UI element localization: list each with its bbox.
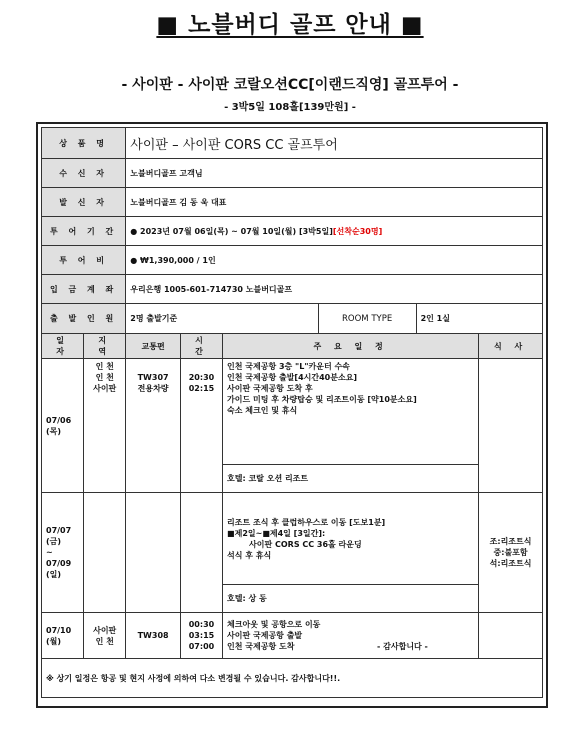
- product-value: 사이판 – 사이판 CORS CC 골프투어: [126, 128, 543, 159]
- day5-time-line: 03:15: [188, 631, 215, 640]
- day2-date-line: (일): [46, 570, 62, 579]
- day1-region-line: 사이판: [93, 384, 117, 393]
- day2-plan-line: ■제2일~■제4일 [3일간]:: [227, 528, 326, 538]
- day1-transport-line: 전용차량: [137, 384, 169, 393]
- page-subtitle: - 사이판 - 사이판 코랄오션CC[이랜드직영] 골프투어 -: [121, 77, 459, 93]
- day1-plan: [223, 359, 479, 465]
- header-transport: 교통편: [126, 334, 181, 359]
- itinerary-table: [41, 127, 543, 698]
- day5-plan-line: 사이판 국제공항 출발: [227, 631, 303, 640]
- row-recipient: [42, 159, 543, 188]
- footer-row: [42, 659, 543, 698]
- header-time: 시 간: [180, 334, 222, 359]
- header-region: 지 역: [84, 334, 126, 359]
- day1-time-line: 02:15: [188, 384, 215, 393]
- day2-meal-line: 조:리조트식: [489, 537, 532, 546]
- day2-date: [42, 493, 84, 613]
- day1-date-line: (목): [46, 426, 62, 436]
- room-type-value: 2인 1실: [416, 304, 542, 334]
- day1-plan-line: 사이판 국제공항 도착 후: [227, 384, 313, 393]
- day2-meal-line: 석:리조트식: [489, 559, 532, 568]
- day2-time: [180, 493, 222, 613]
- day1-plan-line: 숙소 체크인 및 휴식: [227, 406, 298, 415]
- room-type-label: ROOM TYPE: [318, 304, 416, 334]
- day5-region-line: 사이판: [93, 625, 117, 635]
- day1-plan-line: 인천 국제공항 출발[4시간40분소요]: [227, 373, 358, 382]
- day5-meal: [479, 613, 543, 659]
- period-dates: ● 2023년 07월 06일(목) ~ 07월 10일(월) [3박5일]: [130, 226, 333, 236]
- day1-time-line: [185, 361, 218, 372]
- departure-value: 2명 출발기준: [126, 304, 318, 334]
- schedule-row-day5: [42, 613, 543, 659]
- schedule-row-day1: [42, 359, 543, 465]
- row-product: [42, 128, 543, 159]
- day5-date-line: (월): [46, 636, 62, 646]
- day5-region: [84, 613, 126, 659]
- day2-date-line: 07/09: [46, 559, 72, 568]
- day5-plan-line: 체크아웃 및 공항으로 이동: [227, 620, 321, 629]
- schedule-row-day2-4: [42, 493, 543, 585]
- fee-value: ● ₩1,390,000 / 1인: [126, 246, 543, 275]
- day1-time-line: 20:30: [188, 373, 215, 382]
- day5-transport: TW308: [126, 613, 181, 659]
- day5-plan-line: [227, 641, 474, 652]
- thanks-text: - 감사합니다 -: [377, 642, 428, 651]
- page-subtitle-secondary: - 3박5일 108홀[139만원] -: [224, 102, 356, 113]
- sender-value: 노블버디골프 김 동 욱 대표: [126, 188, 543, 217]
- day1-region-line: 인 천: [95, 362, 114, 371]
- day2-date-line: 07/07: [46, 526, 72, 535]
- day2-meal-line: 중:불포함: [493, 548, 528, 557]
- period-value: [126, 217, 543, 246]
- recipient-value: 노블버디골프 고객님: [126, 159, 543, 188]
- day2-hotel: 호텔: 상 동: [223, 585, 479, 613]
- schedule-header-row: [42, 334, 543, 359]
- header-meal: 식 사: [479, 334, 543, 359]
- period-label: 투 어 기 간: [42, 217, 126, 246]
- day1-transport: [126, 359, 181, 493]
- account-label: 입 금 계 좌: [42, 275, 126, 304]
- day1-plan-line: 인천 국제공항 3층 "L"카운터 수속: [227, 362, 350, 371]
- footer-note: ※ 상기 일정은 항공 및 현지 사정에 의하여 다소 변경될 수 있습니다. 감사합니다!!.: [42, 659, 543, 698]
- sender-label: 발 신 자: [42, 188, 126, 217]
- page-title: ■ 노블버디 골프 안내 ■: [156, 12, 424, 38]
- day5-plan-last: 인천 국제공항 도착: [227, 642, 295, 651]
- day1-hotel: 호텔: 코랄 오션 리조트: [223, 465, 479, 493]
- day5-date-line: 07/10: [46, 625, 72, 635]
- row-departure: [42, 304, 543, 334]
- day5-region-line: 인 천: [95, 636, 114, 646]
- day2-plan-line: 리조트 조식 후 클럽하우스로 이동 [도보1분]: [227, 517, 386, 527]
- day2-date-line: ~: [46, 548, 53, 557]
- account-value: 우리은행 1005-601-714730 노블버디골프: [126, 275, 543, 304]
- day2-region: [84, 493, 126, 613]
- day2-plan-line: 석식 후 휴식: [227, 550, 272, 560]
- day1-date: [42, 359, 84, 493]
- day1-transport-line: TW307: [137, 373, 169, 382]
- day1-region: [84, 359, 126, 493]
- row-account: [42, 275, 543, 304]
- day1-time: [180, 359, 222, 493]
- day1-date-line: 07/06: [46, 415, 72, 425]
- day5-time-line: 07:00: [188, 642, 215, 651]
- day2-plan-line: 사이판 CORS CC 36홀 라운딩: [249, 539, 362, 549]
- row-fee: [42, 246, 543, 275]
- departure-label: 출 발 인 원: [42, 304, 126, 334]
- period-note: [선착순30명]: [332, 226, 383, 236]
- document-frame: [36, 122, 548, 708]
- day5-time-line: 00:30: [188, 620, 215, 629]
- day2-meal: [479, 493, 543, 613]
- day5-plan: [223, 613, 479, 659]
- header-date: 일 자: [42, 334, 84, 359]
- day1-region-line: 인 천: [95, 373, 114, 382]
- day1-meal: [479, 359, 543, 493]
- day5-date: [42, 613, 84, 659]
- day2-plan: [223, 493, 479, 585]
- header-plan: 주 요 일 정: [223, 334, 479, 359]
- day1-plan-line: 가이드 미팅 후 차량탑승 및 리조트이동 [약10분소요]: [227, 395, 417, 404]
- recipient-label: 수 신 자: [42, 159, 126, 188]
- fee-label: 투 어 비: [42, 246, 126, 275]
- row-period: [42, 217, 543, 246]
- row-sender: [42, 188, 543, 217]
- day2-transport: [126, 493, 181, 613]
- product-label: 상 품 명: [42, 128, 126, 159]
- day5-time: [180, 613, 222, 659]
- day2-date-line: (금): [46, 537, 62, 546]
